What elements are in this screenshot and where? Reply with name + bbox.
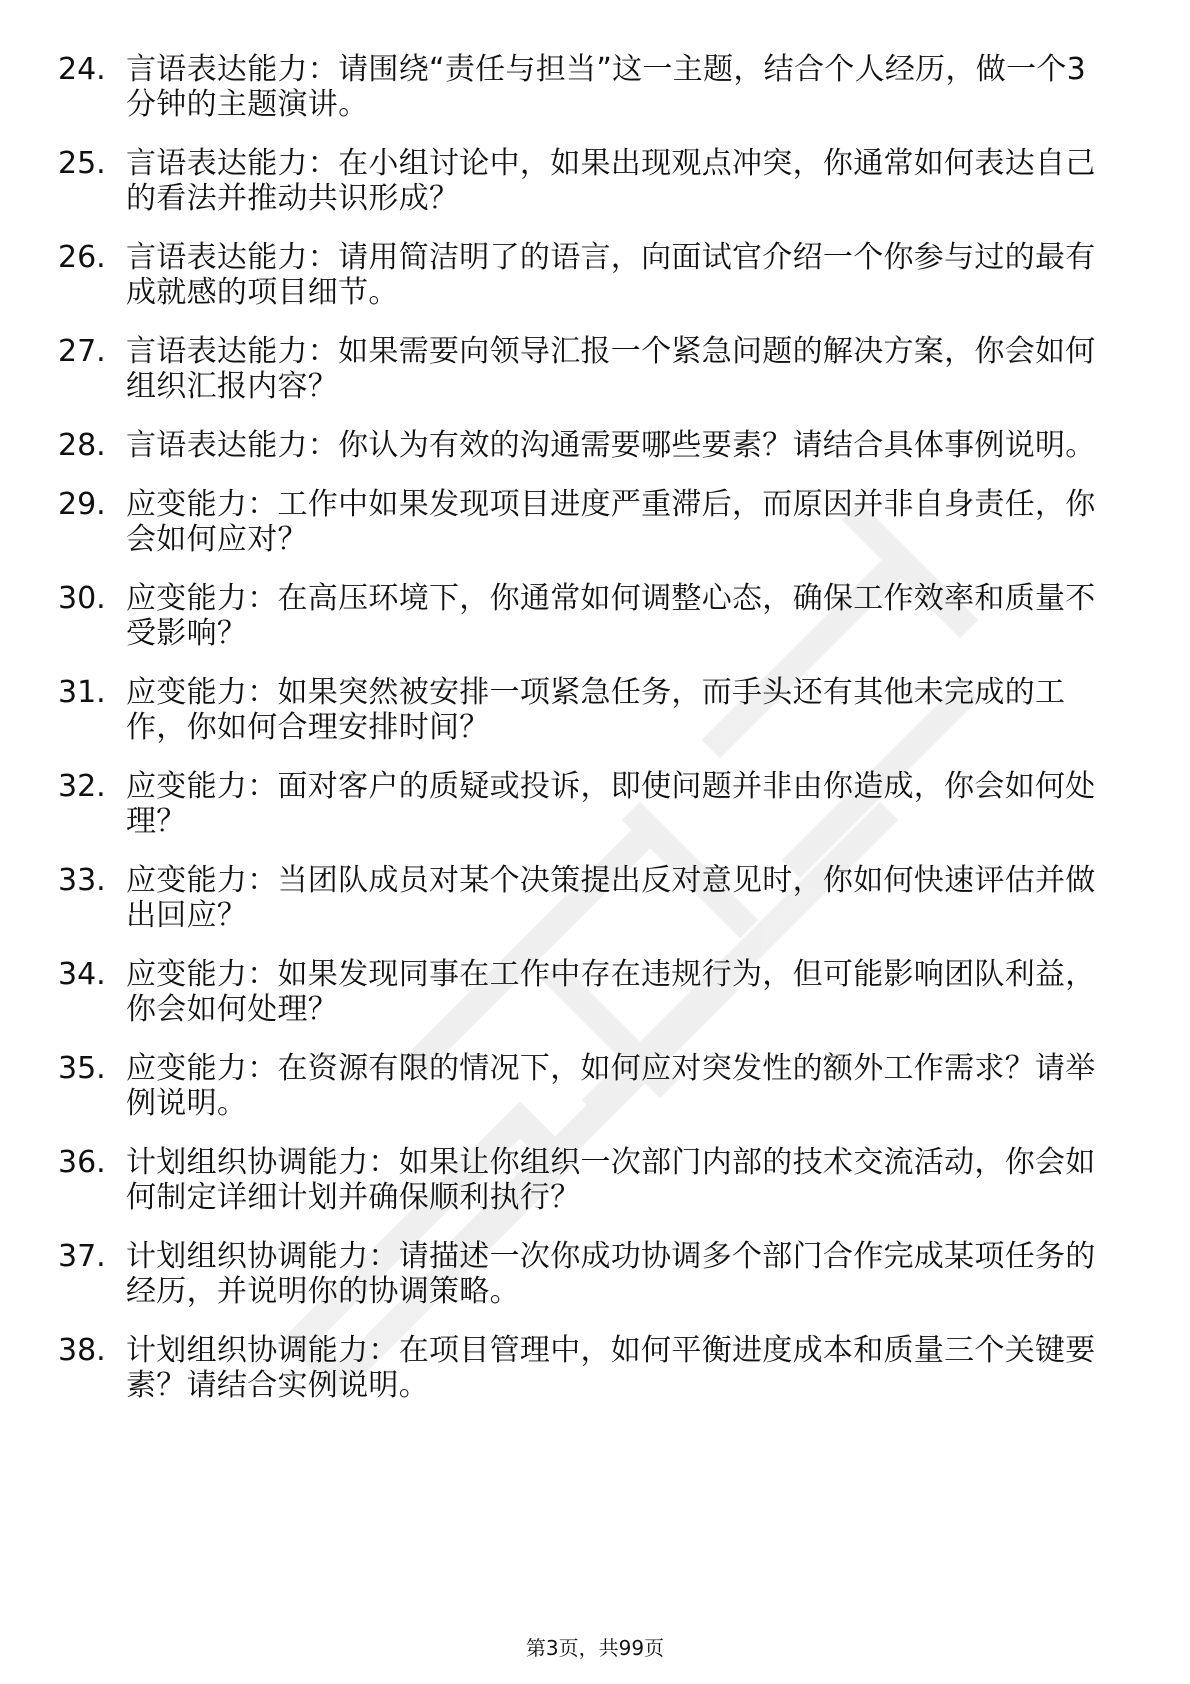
question-text: 计划组织协调能力：如果让你组织一次部门内部的技术交流活动，你会如何制定详细计划并确保顺利执行？ bbox=[126, 1145, 1096, 1215]
question-number: 37. bbox=[58, 1239, 106, 1274]
question-item bbox=[58, 581, 1108, 651]
question-text: 应变能力：在高压环境下，你通常如何调整心态，确保工作效率和质量不受影响？ bbox=[126, 581, 1096, 651]
question-text: 应变能力：当团队成员对某个决策提出反对意见时，你如何快速评估并做出回应？ bbox=[126, 863, 1096, 933]
question-item bbox=[58, 1145, 1108, 1215]
page-footer: 第3页，共99页 bbox=[525, 1636, 665, 1660]
question-number: 30. bbox=[58, 581, 106, 616]
question-text: 应变能力：工作中如果发现项目进度严重滞后，而原因并非自身责任，你会如何应对？ bbox=[126, 487, 1096, 557]
question-number: 25. bbox=[58, 146, 106, 181]
question-item bbox=[58, 957, 1108, 1027]
question-item bbox=[58, 769, 1108, 839]
question-number: 27. bbox=[58, 334, 106, 369]
question-text: 计划组织协调能力：请描述一次你成功协调多个部门合作完成某项任务的经历，并说明你的协调策略。 bbox=[126, 1239, 1096, 1309]
question-text: 言语表达能力：请用简洁明了的语言，向面试官介绍一个你参与过的最有成就感的项目细节。 bbox=[126, 240, 1096, 310]
question-text: 应变能力：如果发现同事在工作中存在违规行为，但可能影响团队利益，你会如何处理？ bbox=[126, 957, 1096, 1027]
question-text: 计划组织协调能力：在项目管理中，如何平衡进度成本和质量三个关键要素？请结合实例说明。 bbox=[126, 1333, 1096, 1403]
question-text: 应变能力：在资源有限的情况下，如何应对突发性的额外工作需求？请举例说明。 bbox=[126, 1051, 1096, 1121]
question-item bbox=[58, 487, 1108, 557]
question-item bbox=[58, 1239, 1108, 1309]
question-number: 33. bbox=[58, 863, 106, 898]
question-item bbox=[58, 863, 1108, 933]
question-number: 38. bbox=[58, 1333, 106, 1368]
question-number: 32. bbox=[58, 769, 106, 804]
question-item bbox=[58, 334, 1108, 404]
question-number: 29. bbox=[58, 487, 106, 522]
question-number: 28. bbox=[58, 428, 106, 463]
question-item bbox=[58, 428, 1108, 463]
question-item bbox=[58, 146, 1108, 216]
question-text: 言语表达能力：如果需要向领导汇报一个紧急问题的解决方案，你会如何组织汇报内容？ bbox=[126, 334, 1096, 404]
question-number: 34. bbox=[58, 957, 106, 992]
question-item bbox=[58, 675, 1108, 745]
question-text: 言语表达能力：你认为有效的沟通需要哪些要素？请结合具体事例说明。 bbox=[126, 428, 1096, 463]
question-number: 35. bbox=[58, 1051, 106, 1086]
question-list bbox=[58, 52, 1108, 1403]
question-item bbox=[58, 1333, 1108, 1403]
question-text: 言语表达能力：在小组讨论中，如果出现观点冲突，你通常如何表达自己的看法并推动共识形成？ bbox=[126, 146, 1096, 216]
question-number: 36. bbox=[58, 1145, 106, 1180]
question-number: 31. bbox=[58, 675, 106, 710]
question-number: 24. bbox=[58, 52, 106, 87]
question-text: 言语表达能力：请围绕“责任与担当”这一主题，结合个人经历，做一个3分钟的主题演讲。 bbox=[126, 52, 1087, 122]
document-body bbox=[58, 52, 1108, 1427]
question-item bbox=[58, 240, 1108, 310]
question-item bbox=[58, 1051, 1108, 1121]
question-number: 26. bbox=[58, 240, 106, 275]
question-text: 应变能力：如果突然被安排一项紧急任务，而手头还有其他未完成的工作，你如何合理安排时间？ bbox=[126, 675, 1066, 745]
question-item bbox=[58, 52, 1108, 122]
question-text: 应变能力：面对客户的质疑或投诉，即使问题并非由你造成，你会如何处理？ bbox=[126, 769, 1096, 839]
